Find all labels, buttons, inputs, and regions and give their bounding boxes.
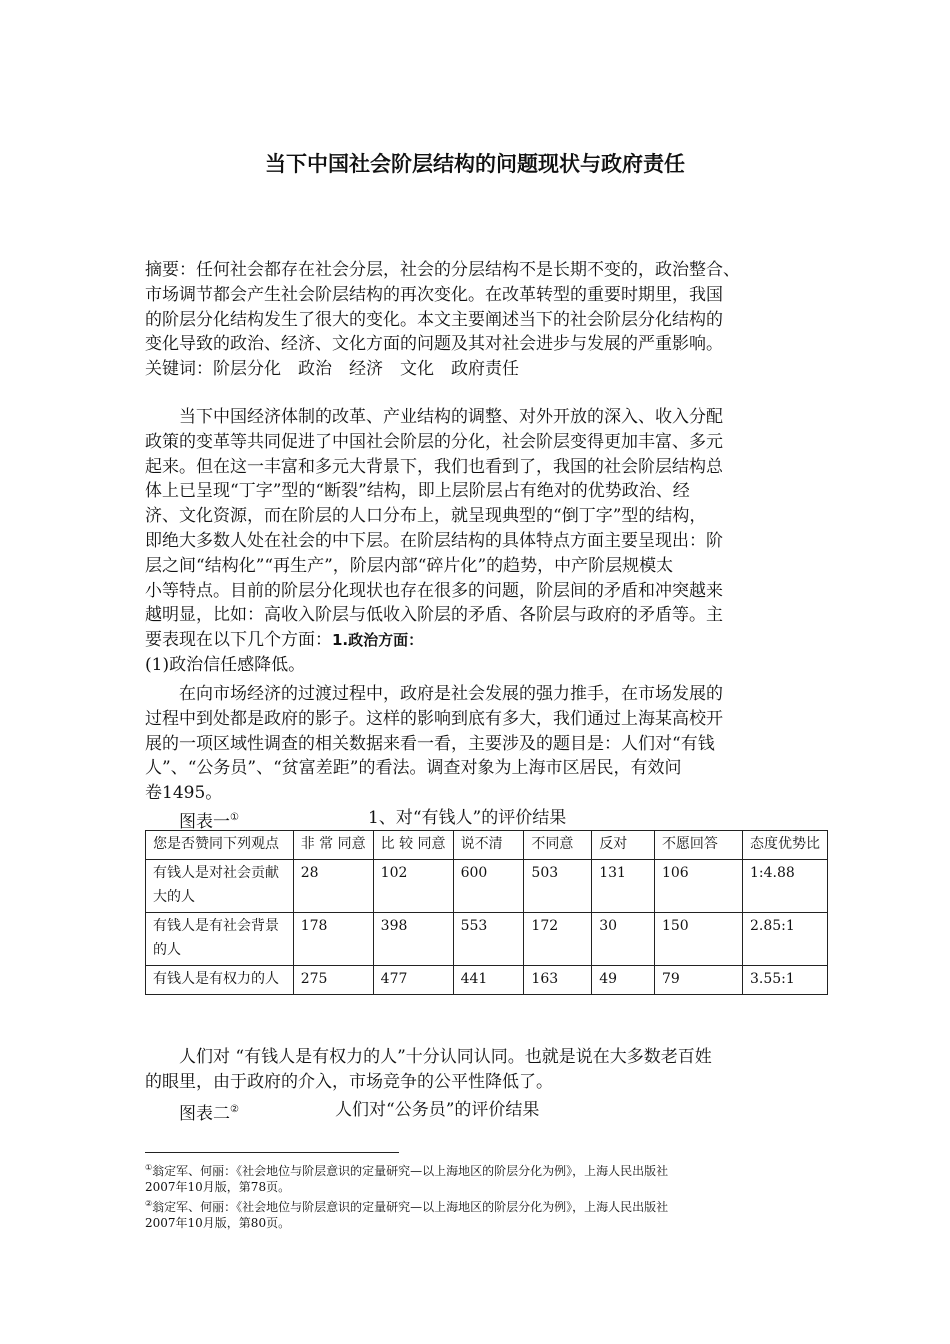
abstract-line: 的阶层分化结构发生了很大的变化。本文主要阐述当下的社会阶层分化结构的 (145, 309, 723, 330)
table-cell: 2.85:1 (742, 913, 827, 966)
body-line: 越明显，比如：高收入阶层与低收入阶层的矛盾、各阶层与政府的矛盾等。主 (145, 605, 723, 626)
table-cell: 553 (453, 913, 524, 966)
table-cell: 178 (293, 913, 373, 966)
table-cell: 30 (592, 913, 655, 966)
chart2-caption-row (179, 1098, 844, 1127)
table-cell: 163 (524, 966, 592, 995)
body-line: 展的一项区域性调查的相关数据来看一看，主要涉及的题目是：人们对“有钱 (145, 733, 715, 754)
body-line: 起来。但在这一丰富和多元大背景下，我们也看到了，我国的社会阶层结构总 (145, 456, 723, 477)
table-cell: 441 (453, 966, 524, 995)
subheading: (1)政治信任感降低。 (145, 654, 306, 675)
table-cell: 3.55:1 (742, 966, 827, 995)
table-header-cell: 态度优势比 (742, 831, 827, 860)
page-title: 当下中国社会阶层结构的问题现状与政府责任 (265, 152, 685, 176)
body-paragraph-3 (145, 1045, 810, 1095)
body-line: 过程中到处都是政府的影子。这样的影响到底有多大，我们通过上海某高校开 (145, 708, 723, 729)
table-cell: 有钱人是对社会贡献大的人 (146, 860, 294, 913)
footnote-divider (145, 1152, 399, 1153)
table-cell: 1:4.88 (742, 860, 827, 913)
chart1-caption: 1、对“有钱人”的评价结果 (368, 808, 567, 828)
footnote-2 (145, 1196, 845, 1231)
body-line: 政策的变革等共同促进了中国社会阶层的分化，社会阶层变得更加丰富、多元 (145, 431, 723, 452)
body-line: 的眼里，由于政府的介入，市场竞争的公平性降低了。 (145, 1071, 553, 1092)
chart1-label: 图表一 (179, 812, 230, 832)
body-line: 当下中国经济体制的改革、产业结构的调整、对外开放的深入、收入分配 (145, 407, 723, 427)
abstract-line: 摘要：任何社会都存在社会分层，社会的分层结构不是长期不变的，政治整合、 (145, 260, 740, 280)
table-header-cell: 比 较 同意 (373, 831, 453, 860)
body-paragraph-1 (145, 405, 810, 678)
chart2-caption: 人们对“公务员”的评价结果 (335, 1100, 540, 1120)
table-cell: 275 (293, 966, 373, 995)
table-cell: 477 (373, 966, 453, 995)
table-header-cell: 不愿回答 (654, 831, 742, 860)
keywords: 关键词：阶层分化 政治 经济 文化 政府责任 (145, 359, 519, 380)
footnote-text: 2007年10月版，第80页。 (145, 1216, 291, 1230)
footnote-mark: ① (145, 1163, 153, 1172)
table-cell: 79 (654, 966, 742, 995)
table-row (146, 913, 828, 966)
table-cell: 有钱人是有权力的人 (146, 966, 294, 995)
footnote-text: 翁定军、何丽：《社会地位与阶层意识的定量研究—以上海地区的阶层分化为例》，上海人民出版社 (152, 1200, 669, 1214)
footnote-mark: ② (145, 1199, 153, 1208)
abstract (145, 258, 810, 382)
section-heading: 1.政治方面： (332, 631, 424, 650)
footnote-1 (145, 1160, 845, 1195)
table-header-cell: 不同意 (524, 831, 592, 860)
table-cell: 106 (654, 860, 742, 913)
table-cell: 398 (373, 913, 453, 966)
table-row (146, 860, 828, 913)
table-cell: 150 (654, 913, 742, 966)
abstract-line: 变化导致的政治、经济、文化方面的问题及其对社会进步与发展的严重影响。 (145, 334, 723, 355)
abstract-line: 市场调节都会产生社会阶层结构的再次变化。在改革转型的重要时期里，我国 (145, 284, 723, 305)
evaluation-table (145, 830, 828, 995)
body-line: 即绝大多数人处在社会的中下层。在阶层结构的具体特点方面主要呈现出：阶 (145, 530, 723, 551)
body-line: 人们对 “有钱人是有权力的人”十分认同认同。也就是说在大多数老百姓 (145, 1047, 712, 1067)
body-line: 卷1495。 (145, 783, 223, 804)
footnote-ref-1[interactable]: ① (230, 812, 239, 823)
body-line: 人”、“公务员”、“贫富差距”的看法。调查对象为上海市区居民，有效问 (145, 758, 682, 779)
table-cell: 503 (524, 860, 592, 913)
table-header-row (146, 831, 828, 860)
body-line: 层之间“结构化”“再生产”，阶层内部“碎片化”的趋势，中产阶层规模太 (145, 555, 674, 576)
table-cell: 49 (592, 966, 655, 995)
table-row (146, 966, 828, 995)
footnote-text: 2007年10月版，第78页。 (145, 1180, 291, 1194)
body-line: 在向市场经济的过渡过程中，政府是社会发展的强力推手，在市场发展的 (145, 684, 723, 704)
table-cell: 102 (373, 860, 453, 913)
table-header-cell: 非 常 同意 (293, 831, 373, 860)
footnote-text: 翁定军、何丽：《社会地位与阶层意识的定量研究—以上海地区的阶层分化为例》，上海人民出版社 (152, 1164, 669, 1178)
table-cell: 有钱人是有社会背景的人 (146, 913, 294, 966)
table-cell: 131 (592, 860, 655, 913)
body-line (145, 628, 810, 653)
body-line: 济、文化资源，而在阶层的人口分布上，就呈现典型的“倒丁字”型的结构， (145, 506, 707, 527)
body-line-text: 要表现在以下几个方面： (145, 630, 332, 651)
body-line: 体上已呈现“丁字”型的“断裂”结构，即上层阶层占有绝对的优势政治、经 (145, 481, 690, 502)
chart2-label: 图表二 (179, 1104, 230, 1124)
table-header-cell: 反对 (592, 831, 655, 860)
table-cell: 172 (524, 913, 592, 966)
body-paragraph-2 (145, 682, 810, 806)
body-line: 小等特点。目前的阶层分化现状也存在很多的问题，阶层间的矛盾和冲突越来 (145, 580, 723, 601)
table-cell: 600 (453, 860, 524, 913)
table-cell: 28 (293, 860, 373, 913)
footnote-ref-2[interactable]: ② (230, 1104, 239, 1115)
table-header-cell: 您是否赞同下列观点 (146, 831, 294, 860)
table-header-cell: 说不清 (453, 831, 524, 860)
